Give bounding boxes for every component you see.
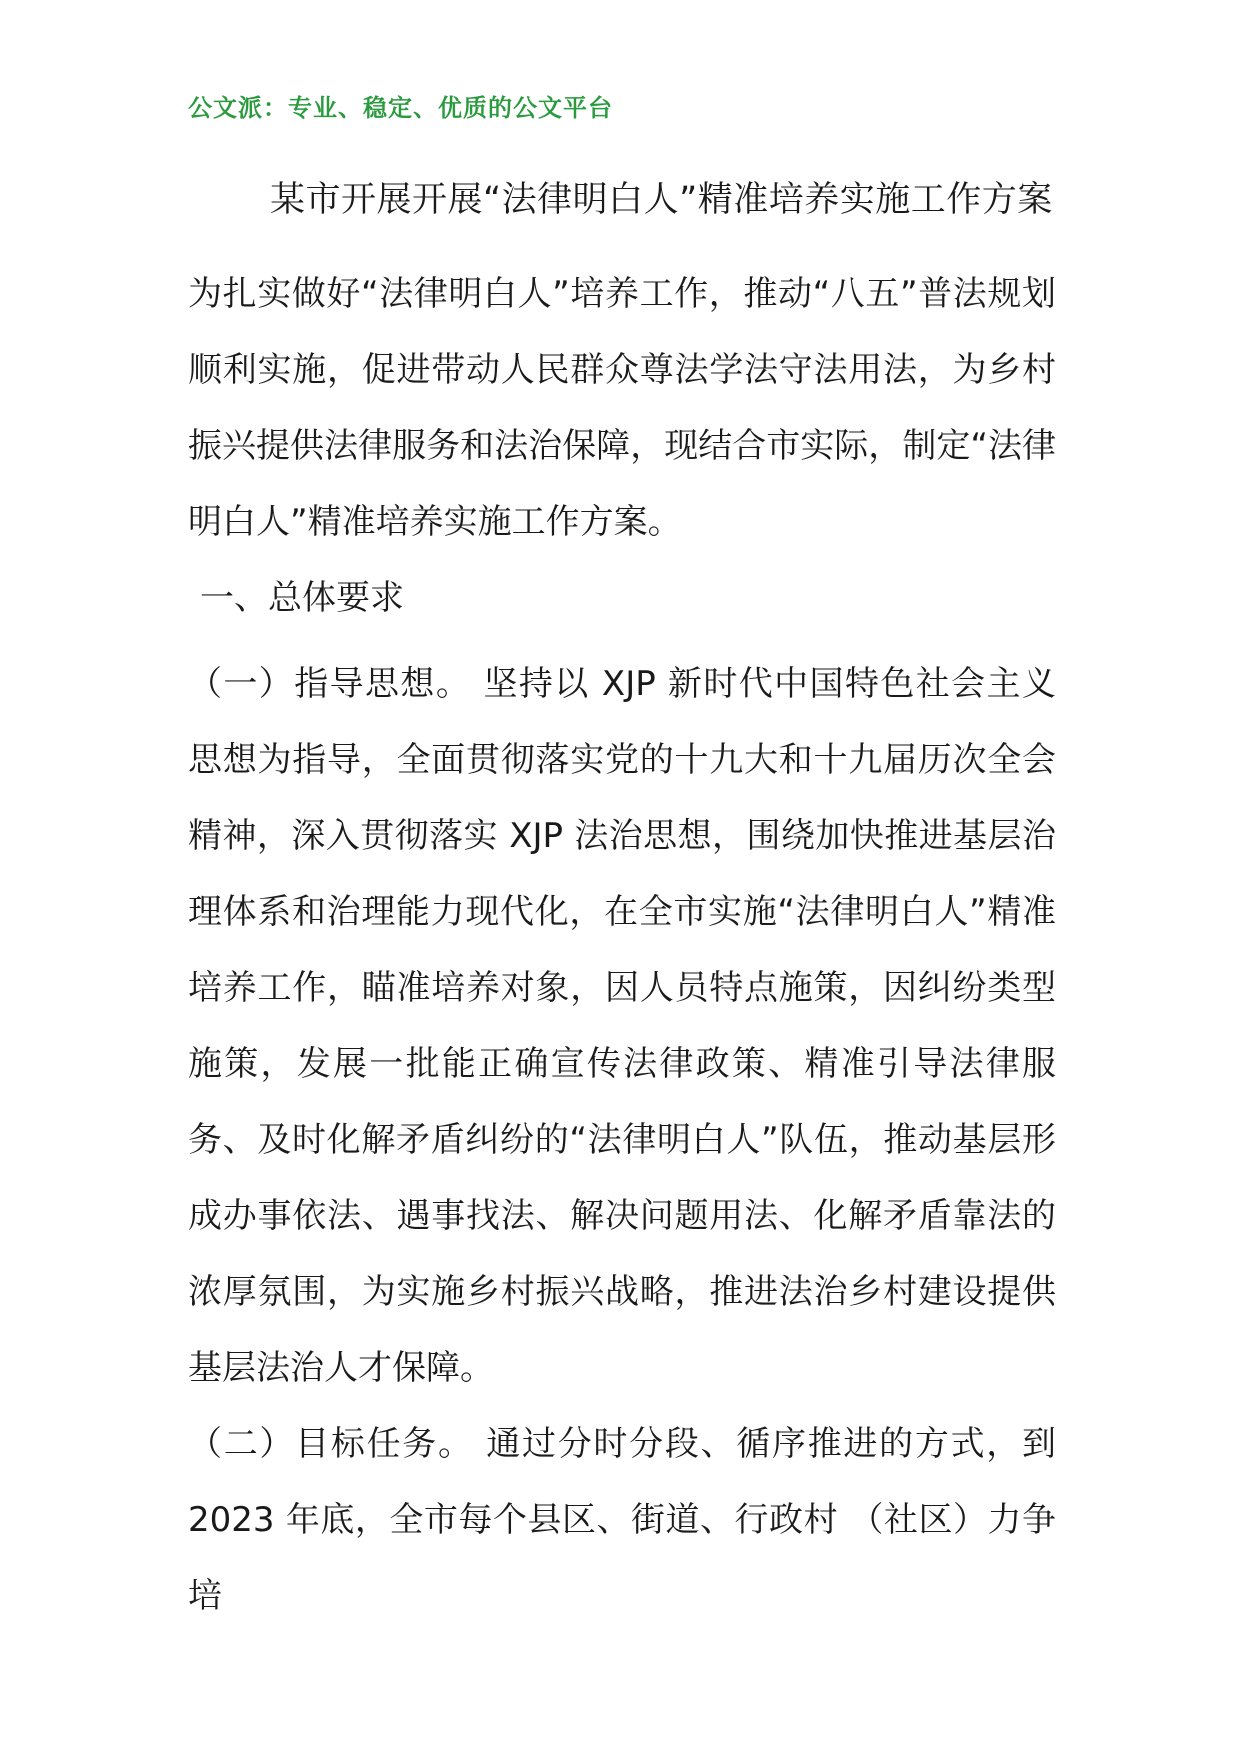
subsection-text-guiding-ideology: 坚持以 XJP 新时代中国特色社会主义思想为指导，全面贯彻落实党的十九大和十九届历次全会精神，深入贯彻落实 XJP 法治思想，围绕加快推进基层治理体系和治理能力现代化，在全市实施“法律明白人”精准培养工作，瞄准培养对象，因人员特点施策，因纠纷类型施策，发展一批能正确宣传法律政策、精准引导法律服务、及时化解矛盾纠纷的“法律明白人”队伍，推动基层形成办事依法、遇事找法、解决问题用法、化解矛盾靠法的浓厚氛围，为实施乡村振兴战略，推进法治乡村建设提供基层法治人才保障。 xyxy=(188,664,1056,1388)
document-body xyxy=(188,256,1056,1634)
subsection-label-target-tasks: （二）目标任务。 xyxy=(188,1424,474,1464)
document-title: 某市开展开展“法律明白人”精准培养实施工作方案 xyxy=(270,180,1053,220)
brand-header: 公文派：专业、稳定、优质的公文平台 xyxy=(188,94,613,122)
section-heading-general-requirements: 一、总体要求 xyxy=(200,578,404,618)
subsection-text-target-tasks: 通过分时分段、循序推进的方式，到 2023 年底，全市每个县区、街道、行政村 （社区）力争培 xyxy=(188,1424,1057,1616)
paragraph-guiding-ideology xyxy=(188,646,1056,1406)
subsection-label-guiding-ideology: （一）指导思想。 xyxy=(188,664,472,704)
intro-paragraph: 为扎实做好“法律明白人”培养工作，推动“八五”普法规划顺利实施，促进带动人民群众尊法学法守法用法，为乡村振兴提供法律服务和法治保障，现结合市实际，制定“法律明白人”精准培养实施工作方案。 xyxy=(188,274,1056,542)
paragraph-target-tasks xyxy=(188,1406,1056,1634)
